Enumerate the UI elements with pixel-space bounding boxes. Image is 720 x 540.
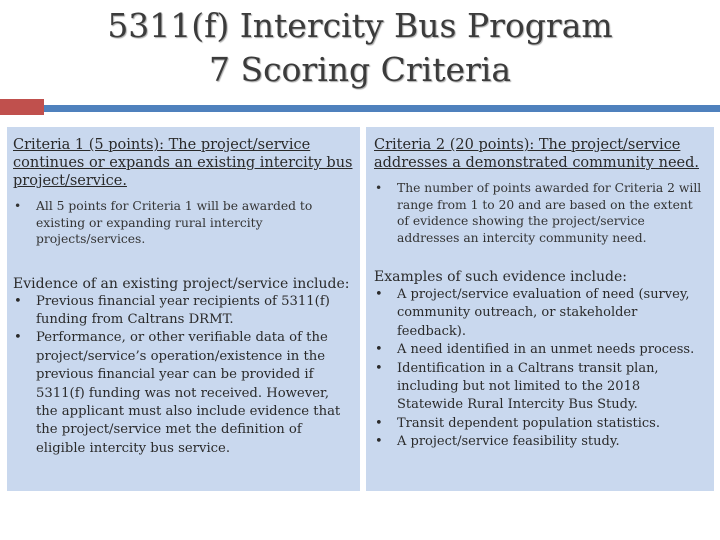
criteria-1-heading: Criteria 1 (5 points): The project/service continues or expands an existing intercity bus project/service. <box>13 137 353 189</box>
criteria-2-points-note: • The number of points awarded for Criteria 2 will range from 1 to 20 and are based on the extent of evidence showing the project/service addresses an intercity community need. <box>374 180 708 246</box>
criteria-1-points-note: • All 5 points for Criteria 1 will be awarded to existing or expanding rural intercity projects/services. <box>13 198 354 248</box>
list-item: • A project/service feasibility study. <box>374 433 708 451</box>
list-item: • A project/service evaluation of need (survey, community outreach, or stakeholder feedback). <box>374 286 708 341</box>
criteria-2-points-list <box>374 180 708 246</box>
criteria-2-panel <box>366 127 714 491</box>
title-line-1: 5311(f) Intercity Bus Program <box>107 6 613 45</box>
criteria-1-evidence-heading: Evidence of an existing project/service include: <box>13 275 350 292</box>
criteria-2-heading: Criteria 2 (20 points): The project/service addresses a demonstrated community need. <box>374 137 699 171</box>
list-item: • Identification in a Caltrans transit plan, including but not limited to the 2018 Statewide Rural Intercity Bus Study. <box>374 360 708 415</box>
accent-bar-blue <box>44 105 720 112</box>
criteria-2-evidence-list <box>374 286 708 452</box>
accent-bar-red <box>0 99 44 115</box>
list-item: • Transit dependent population statistics. <box>374 415 708 433</box>
list-item: • Previous financial year recipients of 5311(f) funding from Caltrans DRMT. <box>13 293 354 330</box>
slide-title <box>0 4 720 92</box>
criteria-2-evidence-heading: Examples of such evidence include: <box>374 269 627 285</box>
criteria-1-panel <box>7 127 360 491</box>
list-item: • Performance, or other verifiable data of the project/service’s operation/existence in the previous financial year can be provided if 5311(f) funding was not received. However, the applicant must also include evidence that the project/service met the definition of eligible intercity bus service. <box>13 329 354 458</box>
criteria-1-evidence-list <box>13 293 354 459</box>
criteria-1-points-list <box>13 198 354 248</box>
list-item: • A need identified in an unmet needs process. <box>374 341 708 359</box>
title-line-2: 7 Scoring Criteria <box>208 50 511 89</box>
